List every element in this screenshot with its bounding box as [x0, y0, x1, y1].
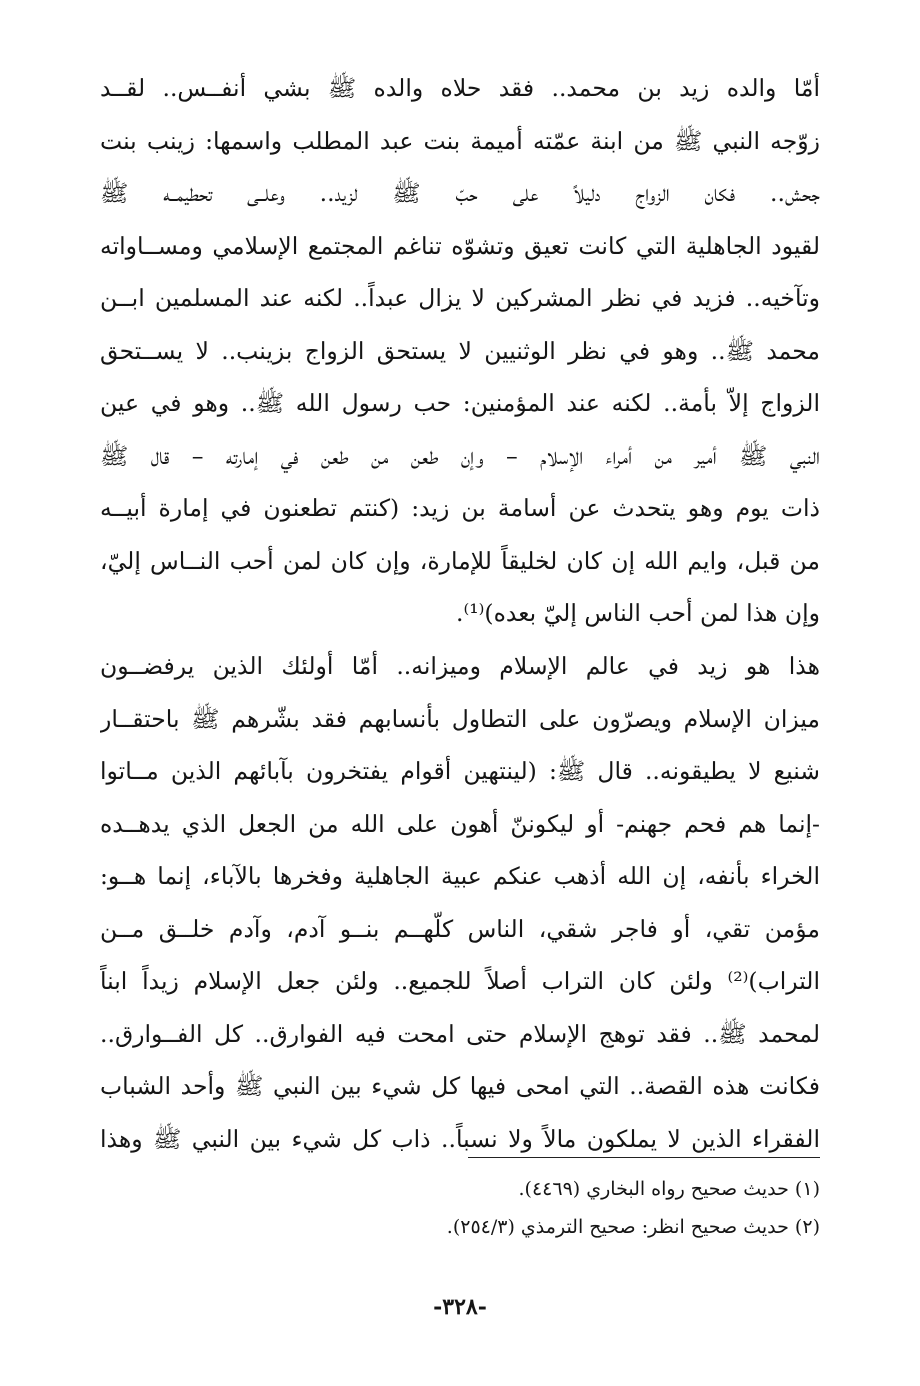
text-line: من قبل، وايم الله إن كان لخليقاً للإمارة، وإن كان لمن أحب النــاس إليّ،: [100, 546, 820, 575]
text-line: النبي ﷺ أمير من أمراء الإسلام – وإن طعن من طعن في إمارته – قال ﷺ: [100, 441, 820, 470]
text-line: هذا هو زيد في عالم الإسلام وميزانه.. أمّا أولئك الذين يرفضــون: [100, 652, 820, 680]
paragraph-2: [100, 640, 820, 1165]
text-line: لقيود الجاهلية التي كانت تعيق وتشوّه تناغم المجتمع الإسلامي ومســاواته: [100, 231, 820, 260]
footnote-divider: [468, 1157, 820, 1158]
text-line: -إنما هم فحم جهنم- أو ليكوننّ أهون على الله من الجعل الذي يدهــده: [100, 809, 820, 838]
text-line: زوّجه النبي ﷺ من ابنة عمّته أميمة بنت عبد المطلب واسمها: زينب بنت: [100, 126, 820, 155]
text-line: محمد ﷺ.. وهو في نظر الوثنيين لا يستحق الزواج بزينب.. لا يســتحق: [100, 336, 820, 365]
footnote-1: (١) حديث صحيح رواه البخاري (٤٤٦٩).: [518, 1178, 820, 1200]
text-line: جحش.. فكان الزواج دليلاً على حبّ ﷺ لزيد.. وعلــى تحطيمــه ﷺ: [100, 179, 820, 207]
text-line: الفقراء الذين لا يملكون مالاً ولا نسباً.. ذاب كل شيء بين النبي ﷺ وهذا: [100, 1124, 820, 1153]
text-line: مؤمن تقي، أو فاجر شقي، الناس كلّهــم بنــو آدم، وآدم خلــق مــن: [100, 914, 820, 943]
page-number: -٣٢٨-: [433, 1294, 487, 1320]
text-line: وتآخيه.. فزيد في نظر المشركين لا يزال عبداً.. لكنه عند المسلمين ابــن: [100, 284, 820, 312]
footnote-2: (٢) حديث صحيح انظر: صحيح الترمذي (٢٥٤/٣).: [446, 1216, 820, 1238]
text-line: التراب)⁽²⁾ ولئن كان التراب أصلاً للجميع.. ولئن جعل الإسلام زيداً ابناً: [100, 967, 820, 995]
text-line: الزواج إلاّ بأمة.. لكنه عند المؤمنين: حب رسول الله ﷺ.. وهو في عين: [100, 389, 820, 417]
text-line: أمّا والده زيد بن محمد.. فقد حلاه والده ﷺ بشي أنفــس.. لقــد: [100, 74, 820, 102]
footnotes: [100, 1170, 820, 1246]
text-line: وإن هذا لمن أحب الناس إليّ بعده)⁽¹⁾.: [455, 599, 820, 627]
text-line: ميزان الإسلام ويصرّون على التطاول بأنسابهم فقد بشّرهم ﷺ باحتقــار: [100, 704, 820, 733]
text-line: فكانت هذه القصة.. التي امحى فيها كل شيء بين النبي ﷺ وأحد الشباب: [100, 1072, 820, 1100]
text-line: شنيع لا يطيقونه.. قال ﷺ: (لينتهين أقوام يفتخرون بآبائهم الذين مــاتوا: [100, 757, 820, 785]
paragraph-1: [100, 62, 820, 640]
text-line: الخراء بأنفه، إن الله أذهب عنكم عبية الجاهلية وفخرها بالآباء، إنما هــو:: [100, 862, 820, 890]
text-line: ذات يوم وهو يتحدث عن أسامة بن زيد: (كنتم تطعنون في إمارة أبيــه: [100, 494, 820, 522]
text-line: لمحمد ﷺ.. فقد توهج الإسلام حتى امحت فيه الفوارق.. كل الفــوارق..: [100, 1019, 820, 1048]
